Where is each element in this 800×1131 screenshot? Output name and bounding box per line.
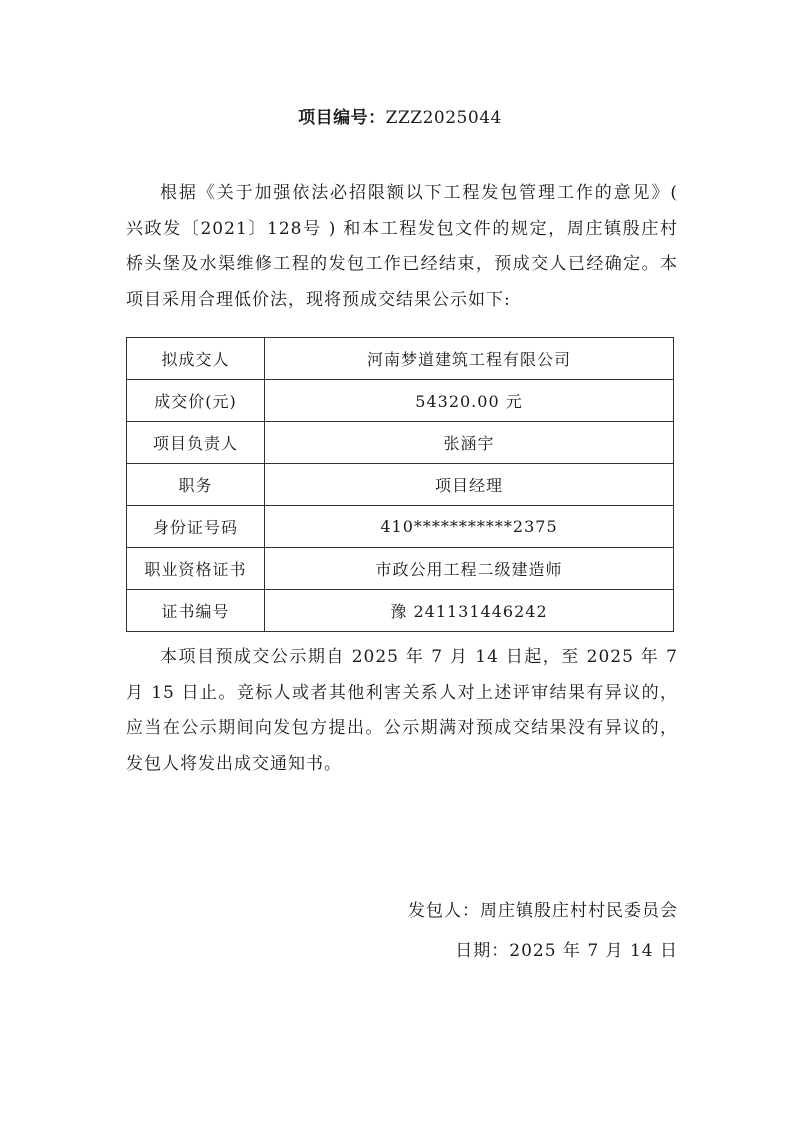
- row-label: 证书编号: [127, 590, 265, 632]
- project-number-label: 项目编号：: [298, 108, 386, 128]
- row-value: 项目经理: [265, 464, 674, 506]
- row-label: 成交价(元): [127, 380, 265, 422]
- table-row: [127, 380, 674, 422]
- table-row: [127, 338, 674, 380]
- row-value: 河南梦道建筑工程有限公司: [265, 338, 674, 380]
- row-value: 54320.00 元: [265, 380, 674, 422]
- table-row: [127, 506, 674, 548]
- row-value: 410***********2375: [265, 506, 674, 548]
- table-row: [127, 548, 674, 590]
- result-table: [126, 337, 674, 632]
- issuer-line: 发包人：周庄镇殷庄村村民委员会: [408, 901, 678, 921]
- row-value: 张涵宇: [265, 422, 674, 464]
- row-value: 豫 241131446242: [265, 590, 674, 632]
- table-row: [127, 422, 674, 464]
- row-label: 项目负责人: [127, 422, 265, 464]
- date-line: 日期：2025 年 7 月 14 日: [455, 941, 678, 961]
- row-label: 职务: [127, 464, 265, 506]
- project-number-value: ZZZ2025044: [385, 108, 502, 128]
- row-label: 拟成交人: [127, 338, 265, 380]
- table-row: [127, 464, 674, 506]
- row-label: 职业资格证书: [127, 548, 265, 590]
- table-row: [127, 590, 674, 632]
- project-number-heading: [0, 104, 800, 132]
- notice-paragraph: 本项目预成交公示期自 2025 年 7 月 14 日起，至 2025 年 7 月 15 日止。竞标人或者其他利害关系人对上述评审结果有异议的，应当在公示期间向发包方提出。公示期满对预成交结果没有异议的，发包人将发出成交通知书。: [126, 647, 678, 774]
- row-label: 身份证号码: [127, 506, 265, 548]
- row-value: 市政公用工程二级建造师: [265, 548, 674, 590]
- intro-paragraph: 根据《关于加强依法必招限额以下工程发包管理工作的意见》( 兴政发〔2021〕128号 ) 和本工程发包文件的规定，周庄镇殷庄村桥头堡及水渠维修工程的发包工作已经结束，预成交人已经确定。本项目采用合理低价法，现将预成交结果公示如下:: [126, 183, 678, 310]
